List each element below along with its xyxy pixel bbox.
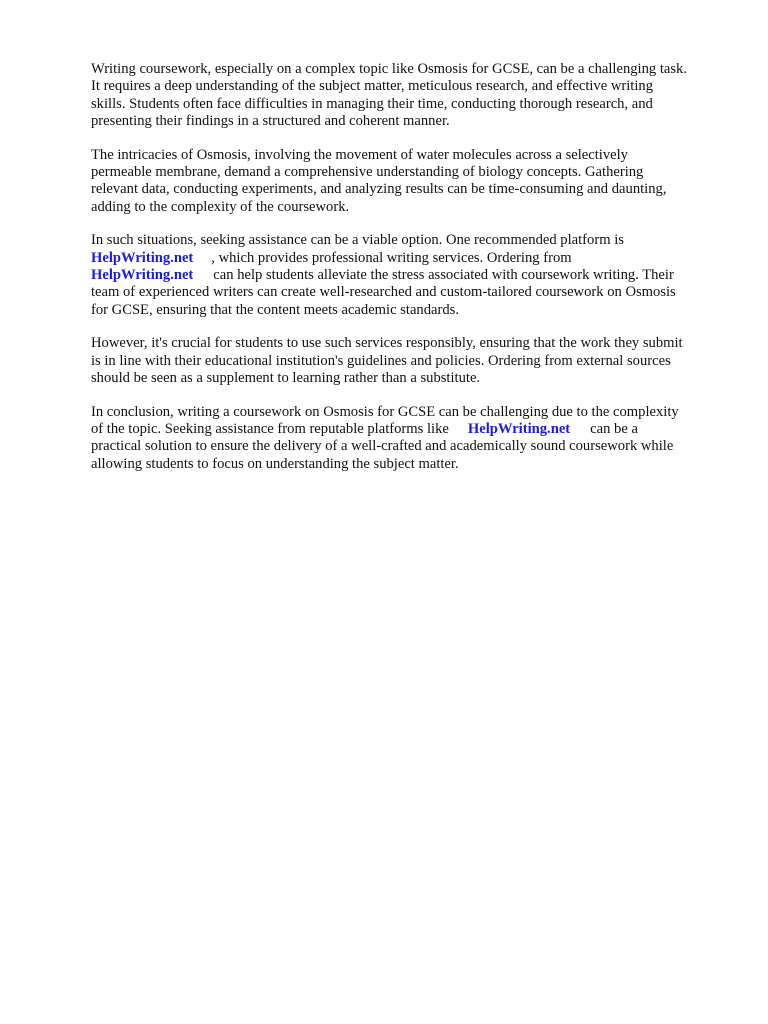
- helpwriting-link[interactable]: HelpWriting.net: [91, 267, 194, 284]
- text-line: allowing students to focus on understanding the subject matter.: [91, 455, 459, 472]
- text-line: However, it's crucial for students to use such services responsibly, ensuring that the work they submit: [91, 335, 683, 352]
- text-line: should be seen as a supplement to learning rather than a substitute.: [91, 370, 481, 387]
- text-line: In such situations, seeking assistance can be a viable option. One recommended platform is: [91, 232, 624, 249]
- paragraph-conclusion: [91, 404, 731, 474]
- text-fragment: can help students alleviate the stress associated with coursework writing. Their: [213, 267, 674, 284]
- text-line: adding to the complexity of the coursework.: [91, 198, 350, 215]
- text-line: skills. Students often face difficulties in managing their time, conducting thorough research, and: [91, 95, 653, 112]
- document-page: [91, 61, 731, 489]
- text-line: [91, 250, 731, 267]
- paragraph-assistance: [91, 232, 731, 319]
- text-fragment: of the topic. Seeking assistance from reputable platforms like: [91, 420, 449, 437]
- text-line: for GCSE, ensuring that the content meets academic standards.: [91, 301, 459, 318]
- text-line: team of experienced writers can create well-researched and custom-tailored coursework on Osmosis: [91, 284, 676, 301]
- text-line: practical solution to ensure the delivery of a well-crafted and academically sound coursework while: [91, 438, 674, 455]
- text-line: The intricacies of Osmosis, involving the movement of water molecules across a selectively: [91, 146, 628, 163]
- text-line: presenting their findings in a structured and coherent manner.: [91, 113, 450, 130]
- text-line: is in line with their educational institution's guidelines and policies. Ordering from external sources: [91, 352, 671, 369]
- helpwriting-link[interactable]: HelpWriting.net: [91, 249, 194, 266]
- helpwriting-link[interactable]: HelpWriting.net: [467, 420, 571, 437]
- paragraph-responsibility: [91, 335, 731, 387]
- text-line: [91, 267, 731, 284]
- text-line: Writing coursework, especially on a complex topic like Osmosis for GCSE, can be a challenging task.: [91, 61, 687, 77]
- text-fragment: , which provides professional writing services. Ordering from: [211, 249, 572, 266]
- text-line: relevant data, conducting experiments, and analyzing results can be time-consuming and daunting,: [91, 181, 667, 198]
- text-line: In conclusion, writing a coursework on Osmosis for GCSE can be challenging due to the complexity: [91, 403, 679, 420]
- paragraph-osmosis: [91, 147, 731, 217]
- text-line: [91, 421, 731, 438]
- text-line: permeable membrane, demand a comprehensive understanding of biology concepts. Gathering: [91, 164, 644, 181]
- paragraph-intro: [91, 61, 731, 131]
- text-line: It requires a deep understanding of the subject matter, meticulous research, and effective writing: [91, 78, 654, 95]
- text-fragment: can be a: [590, 420, 638, 437]
